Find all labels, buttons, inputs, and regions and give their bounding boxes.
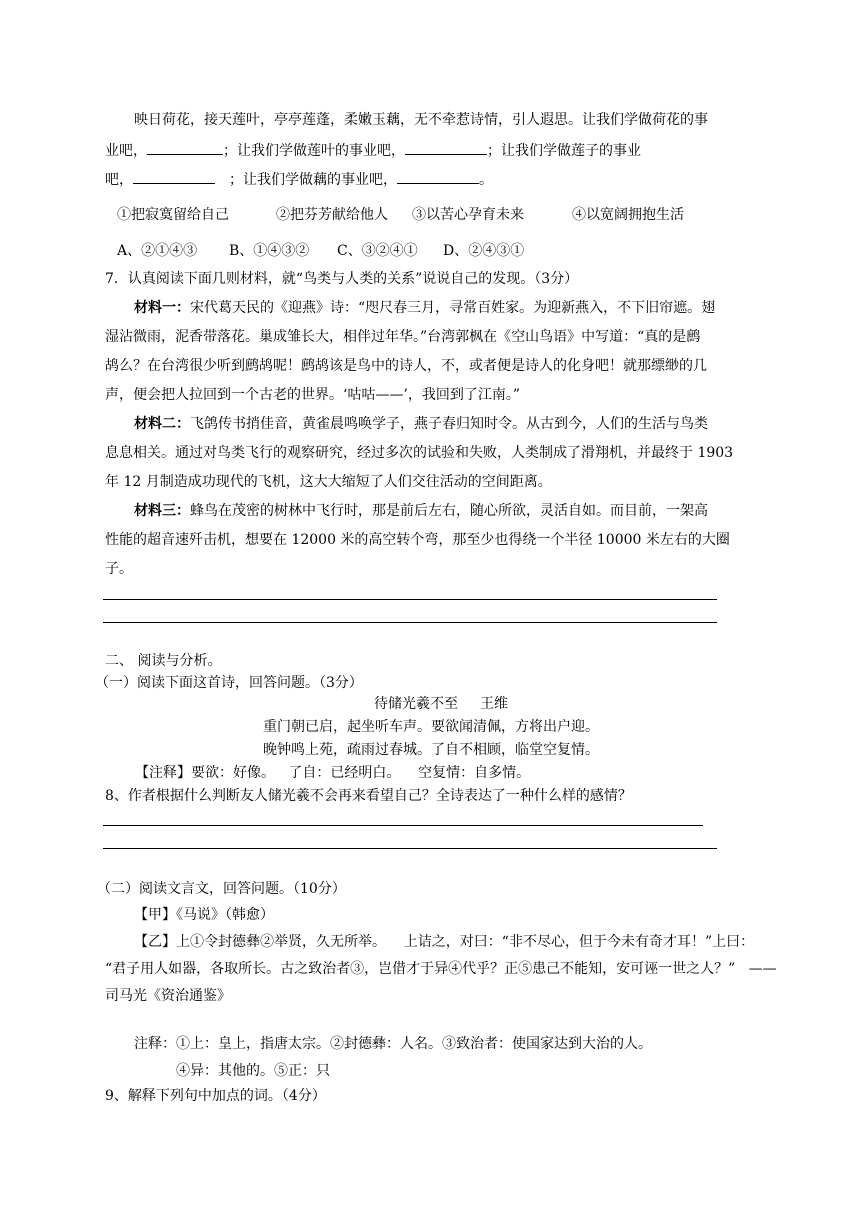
q6-line2-text-c: ；让我们学做莲子的事业 [487,143,641,159]
q6-line3-text-c: 。 [479,172,493,188]
material-1-text-1: 宋代葛天民的《迎燕》诗：“咫尺春三月，寻常百姓家。为迎新燕入，不下旧帘遮。翅 [190,300,716,316]
answer-blank-2[interactable] [405,140,487,155]
q6-choice-b: B、①④③② [229,243,310,259]
material-1-label: 材料一： [134,300,190,316]
material-2-text-1: 飞鸽传书捎佳音，黄雀晨鸣唤学子，燕子春归知时令。从古到今，人们的生活与鸟类 [190,416,708,432]
q6-choice-a: A、②①④③ [117,243,198,259]
passage-notes-line-2: ④异：其他的。⑤正：只 [176,1063,330,1079]
passage-yi-line-2: “君子用人如器，各取所长。古之致治者③，岂借才于异④代乎？正⑤患己不能知，安可诬一世之人？” —— [105,961,777,977]
q6-option-3: ③以苦心孕育未来 [412,207,524,223]
poem-line-1: 重门朝已启，起坐听车声。要欲闻清佩，方将出户迎。 [263,719,599,735]
material-3-line-2: 性能的超音速歼击机，想要在 12000 米的高空转个弯，那至少也得绕一个半径 10000 米左右的大圈 [105,532,730,548]
poem-title-line [374,694,508,714]
q8-stem: 8、作者根据什么判断友人储光羲不会再来看望自己？全诗表达了一种什么样的感情？ [105,788,632,804]
q6-line2-text-a: 业吧， [105,143,147,159]
q6-choice-c: C、③②④① [337,243,418,259]
material-2-line-1 [134,414,708,434]
material-1-line-2: 湿沾微雨，泥香带落花。巢成雏长大，相伴过年华。”台湾郭枫在《空山鸟语》中写道：“真的是鹧 [105,329,701,345]
passage-notes-line-1: 注释：①上：皇上，指唐太宗。②封德彝：人名。③致治者：使国家达到大治的人。 [134,1036,652,1052]
answer-blank-4[interactable] [397,169,479,184]
poem-title: 待储光羲不至 [374,696,458,712]
material-3-text-1: 蜂鸟在茂密的树林中飞行时，那是前后左右，随心所欲，灵活自如。而目前，一架高 [190,503,708,519]
answer-line-q8-2[interactable] [103,848,717,849]
answer-line-q7-2[interactable] [103,622,717,623]
material-3-line-1 [134,501,708,521]
material-3-label: 材料三： [134,503,190,519]
poem-author: 王维 [480,696,508,712]
section-2-part-2-title: （二）阅读文言文，回答问题。（10分） [97,881,346,897]
section-2-heading: 二、 阅读与分析。 [105,653,222,669]
q7-stem: 7．认真阅读下面几则材料，就“鸟类与人类的关系”说说自己的发现。（3分） [105,271,579,287]
q6-choice-d: D、②④③① [443,243,525,259]
answer-line-q8-1[interactable] [103,825,703,826]
poem-line-2: 晚钟鸣上苑，疏雨过春城。了自不相顾，临堂空复情。 [263,742,599,758]
q6-option-1: ①把寂寞留给自己 [117,207,229,223]
passage-yi-line-1: 【乙】上①令封德彝②举贤，久无所举。 上诘之，对曰：“非不尽心，但于今未有奇才耳！”上曰： [134,934,755,950]
q6-line3-text-b: ；让我们学做藕的事业吧， [229,172,397,188]
material-2-line-2: 息息相关。通过对鸟类飞行的观察研究，经过多次的试验和失败，人类制成了滑翔机，并最终于 1903 [105,445,734,461]
q6-line-2 [105,140,641,161]
q6-line-3 [105,169,493,190]
section-2-part-1-title: （一）阅读下面这首诗，回答问题。（3分） [95,675,363,691]
answer-line-q7-1[interactable] [103,599,717,600]
material-2-label: 材料二： [134,416,190,432]
passage-jia: 【甲】《马说》（韩愈） [134,907,274,923]
poem-notes [135,763,530,783]
q6-option-4: ④以宽阔拥抱生活 [572,207,684,223]
q6-line2-text-b: ；让我们学做莲叶的事业吧， [223,143,405,159]
answer-blank-3[interactable] [133,169,215,184]
material-1-line-1 [134,298,715,318]
answer-blank-1[interactable] [147,140,223,155]
passage-yi-line-3: 司马光《资治通鉴》 [105,988,231,1004]
poem-notes-text: 要欲：好像。 了自：已经明白。 空复情：自多情。 [191,765,531,781]
material-1-line-4: 声，便会把人拉回到一个古老的世界。‘咕咕——’，我回到了江南。” [105,387,521,403]
poem-notes-label: 【注释】 [135,765,191,781]
q6-line3-text-a: 吧， [105,172,133,188]
q6-line-1: 映日荷花，接天莲叶，亭亭莲蓬，柔嫩玉藕，无不牵惹诗情，引人遐思。让我们学做荷花的事 [134,112,708,128]
q9-stem: 9、解释下列句中加点的词。（4分） [105,1088,326,1104]
material-1-line-3: 鸪么？在台湾很少听到鹧鸪呢！鹧鸪该是鸟中的诗人，不，或者便是诗人的化身吧！就那缥缈的几 [105,358,707,374]
material-3-line-3: 子。 [105,561,133,577]
q6-option-2: ②把芬芳献给他人 [276,207,388,223]
material-2-line-3: 年 12 月制造成功现代的飞机，这大大缩短了人们交往活动的空间距离。 [105,474,552,490]
